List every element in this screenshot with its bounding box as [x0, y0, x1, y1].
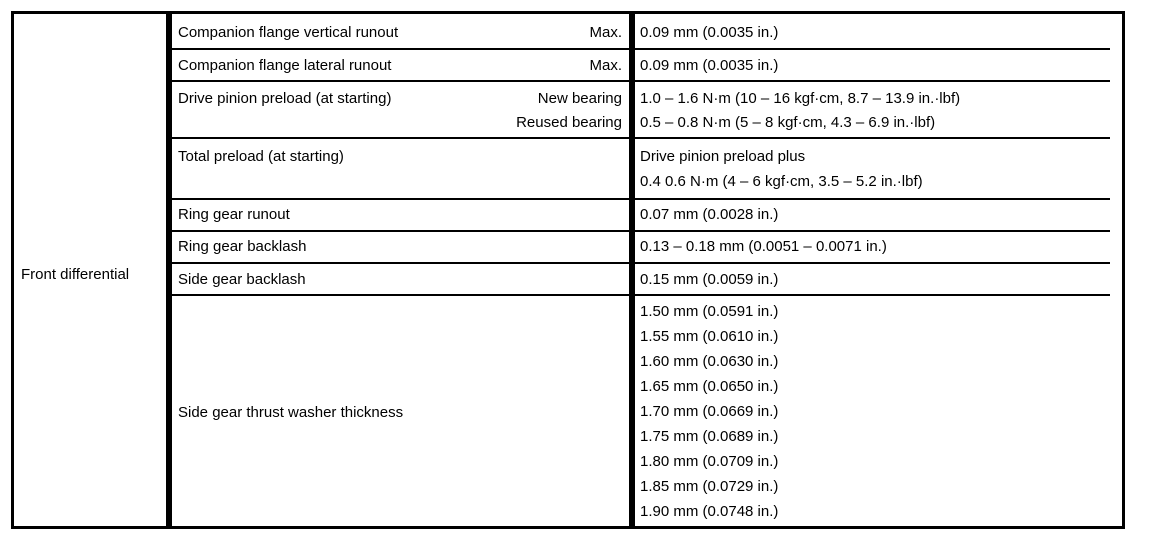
spec-value: 1.70 mm (0.0669 in.) — [640, 403, 779, 420]
item-qualifier: Max. — [589, 24, 622, 41]
item-label: Companion flange lateral runout — [178, 57, 392, 74]
spec-value: 0.5 – 0.8 N·m (5 – 8 kgf·cm, 4.3 – 6.9 in.·lbf) — [640, 114, 936, 131]
spec-value: 0.09 mm (0.0035 in.) — [640, 24, 779, 41]
spec-value: 1.55 mm (0.0610 in.) — [640, 328, 779, 345]
spec-value: 1.60 mm (0.0630 in.) — [640, 353, 779, 370]
spec-value: 1.85 mm (0.0729 in.) — [640, 478, 779, 495]
item-qualifier: New bearing — [537, 90, 622, 107]
spec-value: Drive pinion preload plus — [640, 148, 806, 165]
item-label: Ring gear backlash — [178, 238, 307, 255]
item-label: Side gear backlash — [178, 271, 306, 288]
spec-value: 1.0 – 1.6 N·m (10 – 16 kgf·cm, 8.7 – 13.9 in.·lbf) — [640, 90, 961, 107]
item-label: Ring gear runout — [178, 206, 290, 223]
spec-value: 0.09 mm (0.0035 in.) — [640, 57, 779, 74]
spec-value: 1.50 mm (0.0591 in.) — [640, 303, 779, 320]
item-label: Companion flange vertical runout — [178, 24, 399, 41]
item-qualifier: Max. — [589, 57, 622, 74]
row-divider — [172, 198, 1110, 200]
item-label: Total preload (at starting) — [178, 148, 344, 165]
row-divider — [172, 294, 1110, 296]
section-label: Front differential — [21, 266, 130, 283]
spec-value: 1.75 mm (0.0689 in.) — [640, 428, 779, 445]
spec-value: 1.65 mm (0.0650 in.) — [640, 378, 779, 395]
item-qualifier: Reused bearing — [516, 114, 622, 131]
spec-value: 0.4 0.6 N·m (4 – 6 kgf·cm, 3.5 – 5.2 in.·lbf) — [640, 173, 923, 190]
spec-value: 0.07 mm (0.0028 in.) — [640, 206, 779, 223]
spec-value: 0.15 mm (0.0059 in.) — [640, 271, 779, 288]
row-divider — [172, 137, 1110, 139]
item-label: Side gear thrust washer thickness — [178, 404, 404, 421]
row-divider — [172, 262, 1110, 264]
column-divider-value — [629, 11, 635, 529]
spec-value: 1.90 mm (0.0748 in.) — [640, 503, 779, 520]
row-divider — [172, 80, 1110, 82]
spec-table — [11, 11, 1125, 529]
spec-value: 1.80 mm (0.0709 in.) — [640, 453, 779, 470]
item-label: Drive pinion preload (at starting) — [178, 90, 392, 107]
spec-value: 0.13 – 0.18 mm (0.0051 – 0.0071 in.) — [640, 238, 887, 255]
row-divider — [172, 48, 1110, 50]
row-divider — [172, 230, 1110, 232]
column-divider-section — [166, 11, 172, 529]
